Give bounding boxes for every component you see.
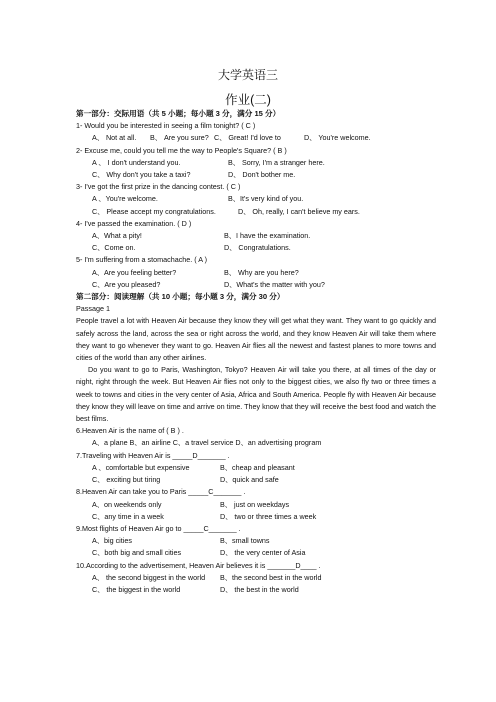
option: B、 Why are you here?: [224, 267, 299, 277]
option: D、 Oh, really, I can't believe my ears.: [238, 206, 360, 216]
option: A、What a pity!: [92, 231, 142, 241]
option: A 、comfortable but expensive: [92, 462, 190, 472]
question-7-options-row1: [76, 462, 436, 474]
question-7-options-row2: [76, 474, 436, 486]
option: C、 Why don't you take a taxi?: [92, 170, 191, 180]
option: A、Are you feeling better?: [92, 267, 177, 277]
option: B、It's very kind of you.: [228, 194, 304, 204]
question-5-options-row1: [76, 267, 436, 279]
option: D、 the best in the world: [220, 584, 299, 594]
option: D、What's the matter with you?: [224, 279, 325, 289]
option: D、 two or three times a week: [220, 511, 317, 521]
part2-heading: 第二部分：阅读理解（共 10 小题；每小题 3 分，满分 30 分）: [76, 292, 285, 302]
option: C、both big and small cities: [92, 548, 182, 558]
option: A、big cities: [92, 536, 132, 546]
question-10-options-row2: [76, 584, 436, 596]
option: B、 just on weekdays: [220, 499, 290, 509]
question-3-stem: 3- I've got the first prize in the dancing contest. ( C ): [76, 182, 241, 192]
passage-paragraph-2: Do you want to go to Paris, Washington, Tokyo? Heaven Air will take you there, at all times of the day or night, right through the week. But Heaven Air flies not only to the biggest cities, we also fly two or three times a week to towns and cities in the very center of Asia, Africa and South America. People fly with Heaven Air because they know they will leave on time and arrive on time. They know that they will receive the best food and watch the best films.: [76, 365, 436, 424]
option: D、 You're welcome.: [304, 133, 371, 143]
question-6-stem: 6.Heaven Air is the name of ( B ) .: [76, 426, 184, 436]
question-4-stem: 4- I've passed the examination. ( D ): [76, 218, 192, 228]
document-subtitle: 作业(二): [225, 93, 271, 107]
question-9-stem: 9.Most flights of Heaven Air go to _____C_______ .: [76, 523, 241, 533]
question-9-options-row2: [76, 547, 436, 559]
passage-paragraph-1: People travel a lot with Heaven Air because they know they will get what they want. They want to go quickly and safely across the land, across the sea or right across the world, and they know Heaven Air will take them where they want to go whenever they want to go. Heaven Air flies all the newest and fastest planes to more towns and cities of the world than any other airlines.: [76, 316, 436, 363]
option: A、 the second biggest in the world: [92, 572, 206, 582]
question-3-options-row1: [76, 193, 436, 205]
option: C、any time in a week: [92, 511, 164, 521]
question-4-options-row1: [76, 230, 436, 242]
option: B、the second best in the world: [220, 572, 322, 582]
option: C、 Please accept my congratulations.: [92, 206, 216, 216]
question-2-options-row2: [76, 169, 436, 181]
question-8-stem: 8.Heaven Air can take you to Paris _____C_______ .: [76, 487, 246, 497]
question-5-stem: 5- I'm suffering from a stomachache. ( A ): [76, 255, 208, 265]
document-title: 大学英语三: [217, 68, 278, 82]
question-9-options-row1: [76, 535, 436, 547]
question-5-options-row2: [76, 279, 436, 291]
option: B、I have the examination.: [224, 231, 311, 241]
question-1-stem: 1- Would you be interested in seeing a film tonight? ( C ): [76, 121, 256, 131]
option: C、Are you pleased?: [92, 279, 161, 289]
question-8-options-row2: [76, 511, 436, 523]
question-1-options: [76, 132, 436, 144]
option: A、on weekends only: [92, 499, 162, 509]
option: B、 Are you sure?: [150, 133, 209, 143]
option: A、 Not at all.: [92, 133, 137, 143]
document-body: [76, 108, 436, 596]
option: B、small towns: [220, 536, 270, 546]
option: C、 the biggest in the world: [92, 584, 181, 594]
option: B、cheap and pleasant: [220, 462, 295, 472]
question-4-options-row2: [76, 242, 436, 254]
passage-label: Passage 1: [76, 304, 110, 314]
question-10-options-row1: [76, 572, 436, 584]
part1-heading: 第一部分：交际用语（共 5 小题；每小题 3 分，满分 15 分）: [76, 109, 281, 118]
question-2-options-row1: [76, 157, 436, 169]
question-7-stem: 7.Traveling with Heaven Air is _____D_______ .: [76, 450, 230, 460]
option: D、 the very center of Asia: [220, 548, 306, 558]
option: B、 Sorry, I'm a stranger here.: [228, 157, 325, 167]
option: C、 exciting but tiring: [92, 475, 161, 485]
question-2-stem: 2- Excuse me, could you tell me the way to People's Square? ( B ): [76, 145, 287, 155]
option: C、Come on.: [92, 243, 136, 253]
option: D、quick and safe: [220, 475, 279, 485]
question-3-options-row2: [76, 206, 436, 218]
question-10-stem: 10.According to the advertisement, Heaven Air believes it is _______D____ .: [76, 560, 321, 570]
option: D、 Don't bother me.: [228, 170, 296, 180]
option: D、 Congratulations.: [224, 243, 291, 253]
option: A 、You're welcome.: [92, 194, 158, 204]
option: A 、 I don't understand you.: [92, 157, 181, 167]
option: C、 Great! I'd love to: [214, 133, 281, 143]
question-6-options: A、a plane B、an airline C、a travel service D、an advertising program: [92, 438, 322, 448]
question-8-options-row1: [76, 499, 436, 511]
